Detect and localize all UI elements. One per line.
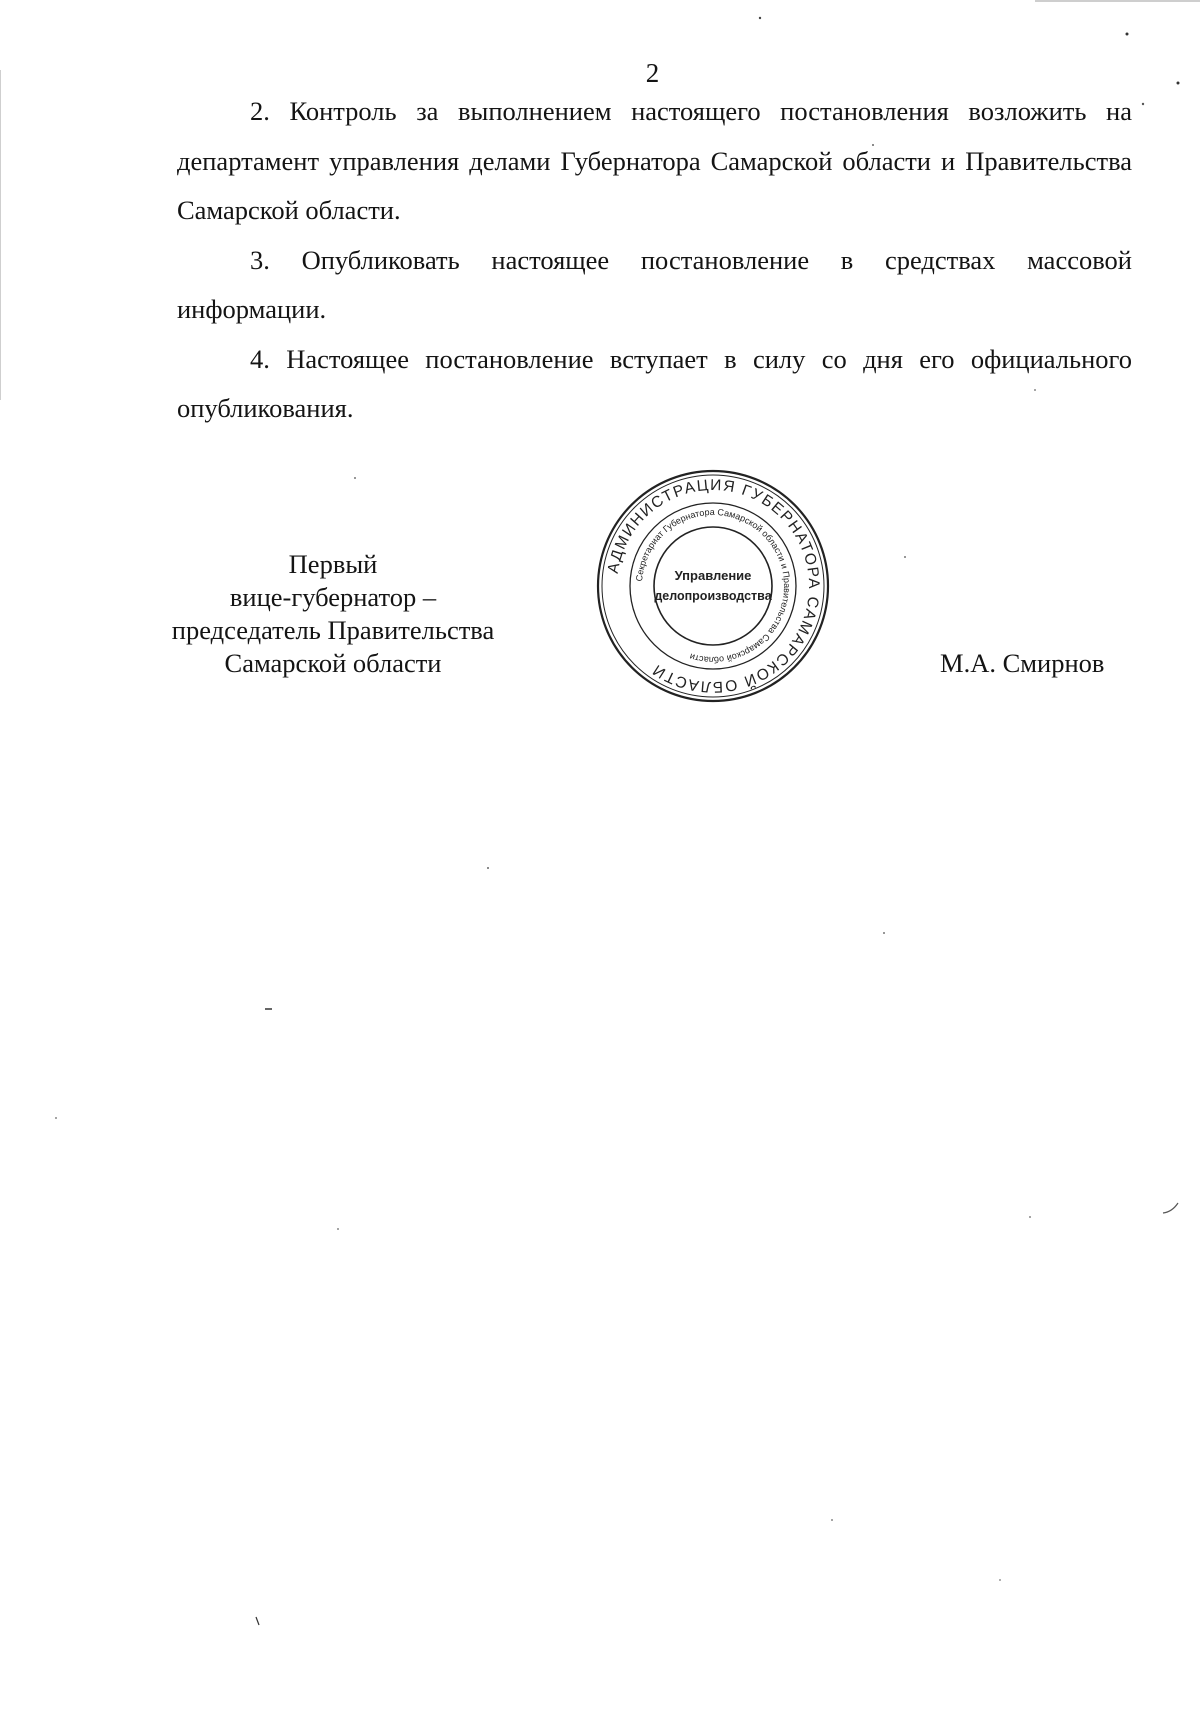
position-line-3: председатель Правительства [171,615,495,645]
seal-center-line-1: Управление [674,568,752,583]
official-seal-stamp [595,468,831,704]
paragraph-3: 3. Опубликовать настоящее постановление в средствах массовой информации. [177,244,1132,324]
position-line-2: вице-губернатор – [229,582,437,612]
seal-outer-text: АДМИНИСТРАЦИЯ ГУБЕРНАТОРА САМАРСКОЙ ОБЛАСТИ [604,476,823,696]
seal-inner-text: Секретариат Губернатора Самарской области и Правительства Самарской области [634,506,793,666]
seal-graphic [595,468,831,704]
position-line-1: Первый [288,549,378,579]
position-line-4: Самарской области [224,648,442,678]
seal-center-line-2: делопроизводства [654,589,772,603]
document-body [177,87,1132,434]
signer-name: М.А. Смирнов [940,648,1105,678]
paragraph-4: 4. Настоящее постановление вступает в силу со дня его официального опубликования. [177,343,1132,423]
page-number: 2 [645,58,660,88]
paragraph-2: 2. Контроль за выполнением настоящего постановления возложить на департамент управления делами Губернатора Самарской области и Правительства Самарской области. [177,96,1132,225]
signatory-position [138,548,528,680]
